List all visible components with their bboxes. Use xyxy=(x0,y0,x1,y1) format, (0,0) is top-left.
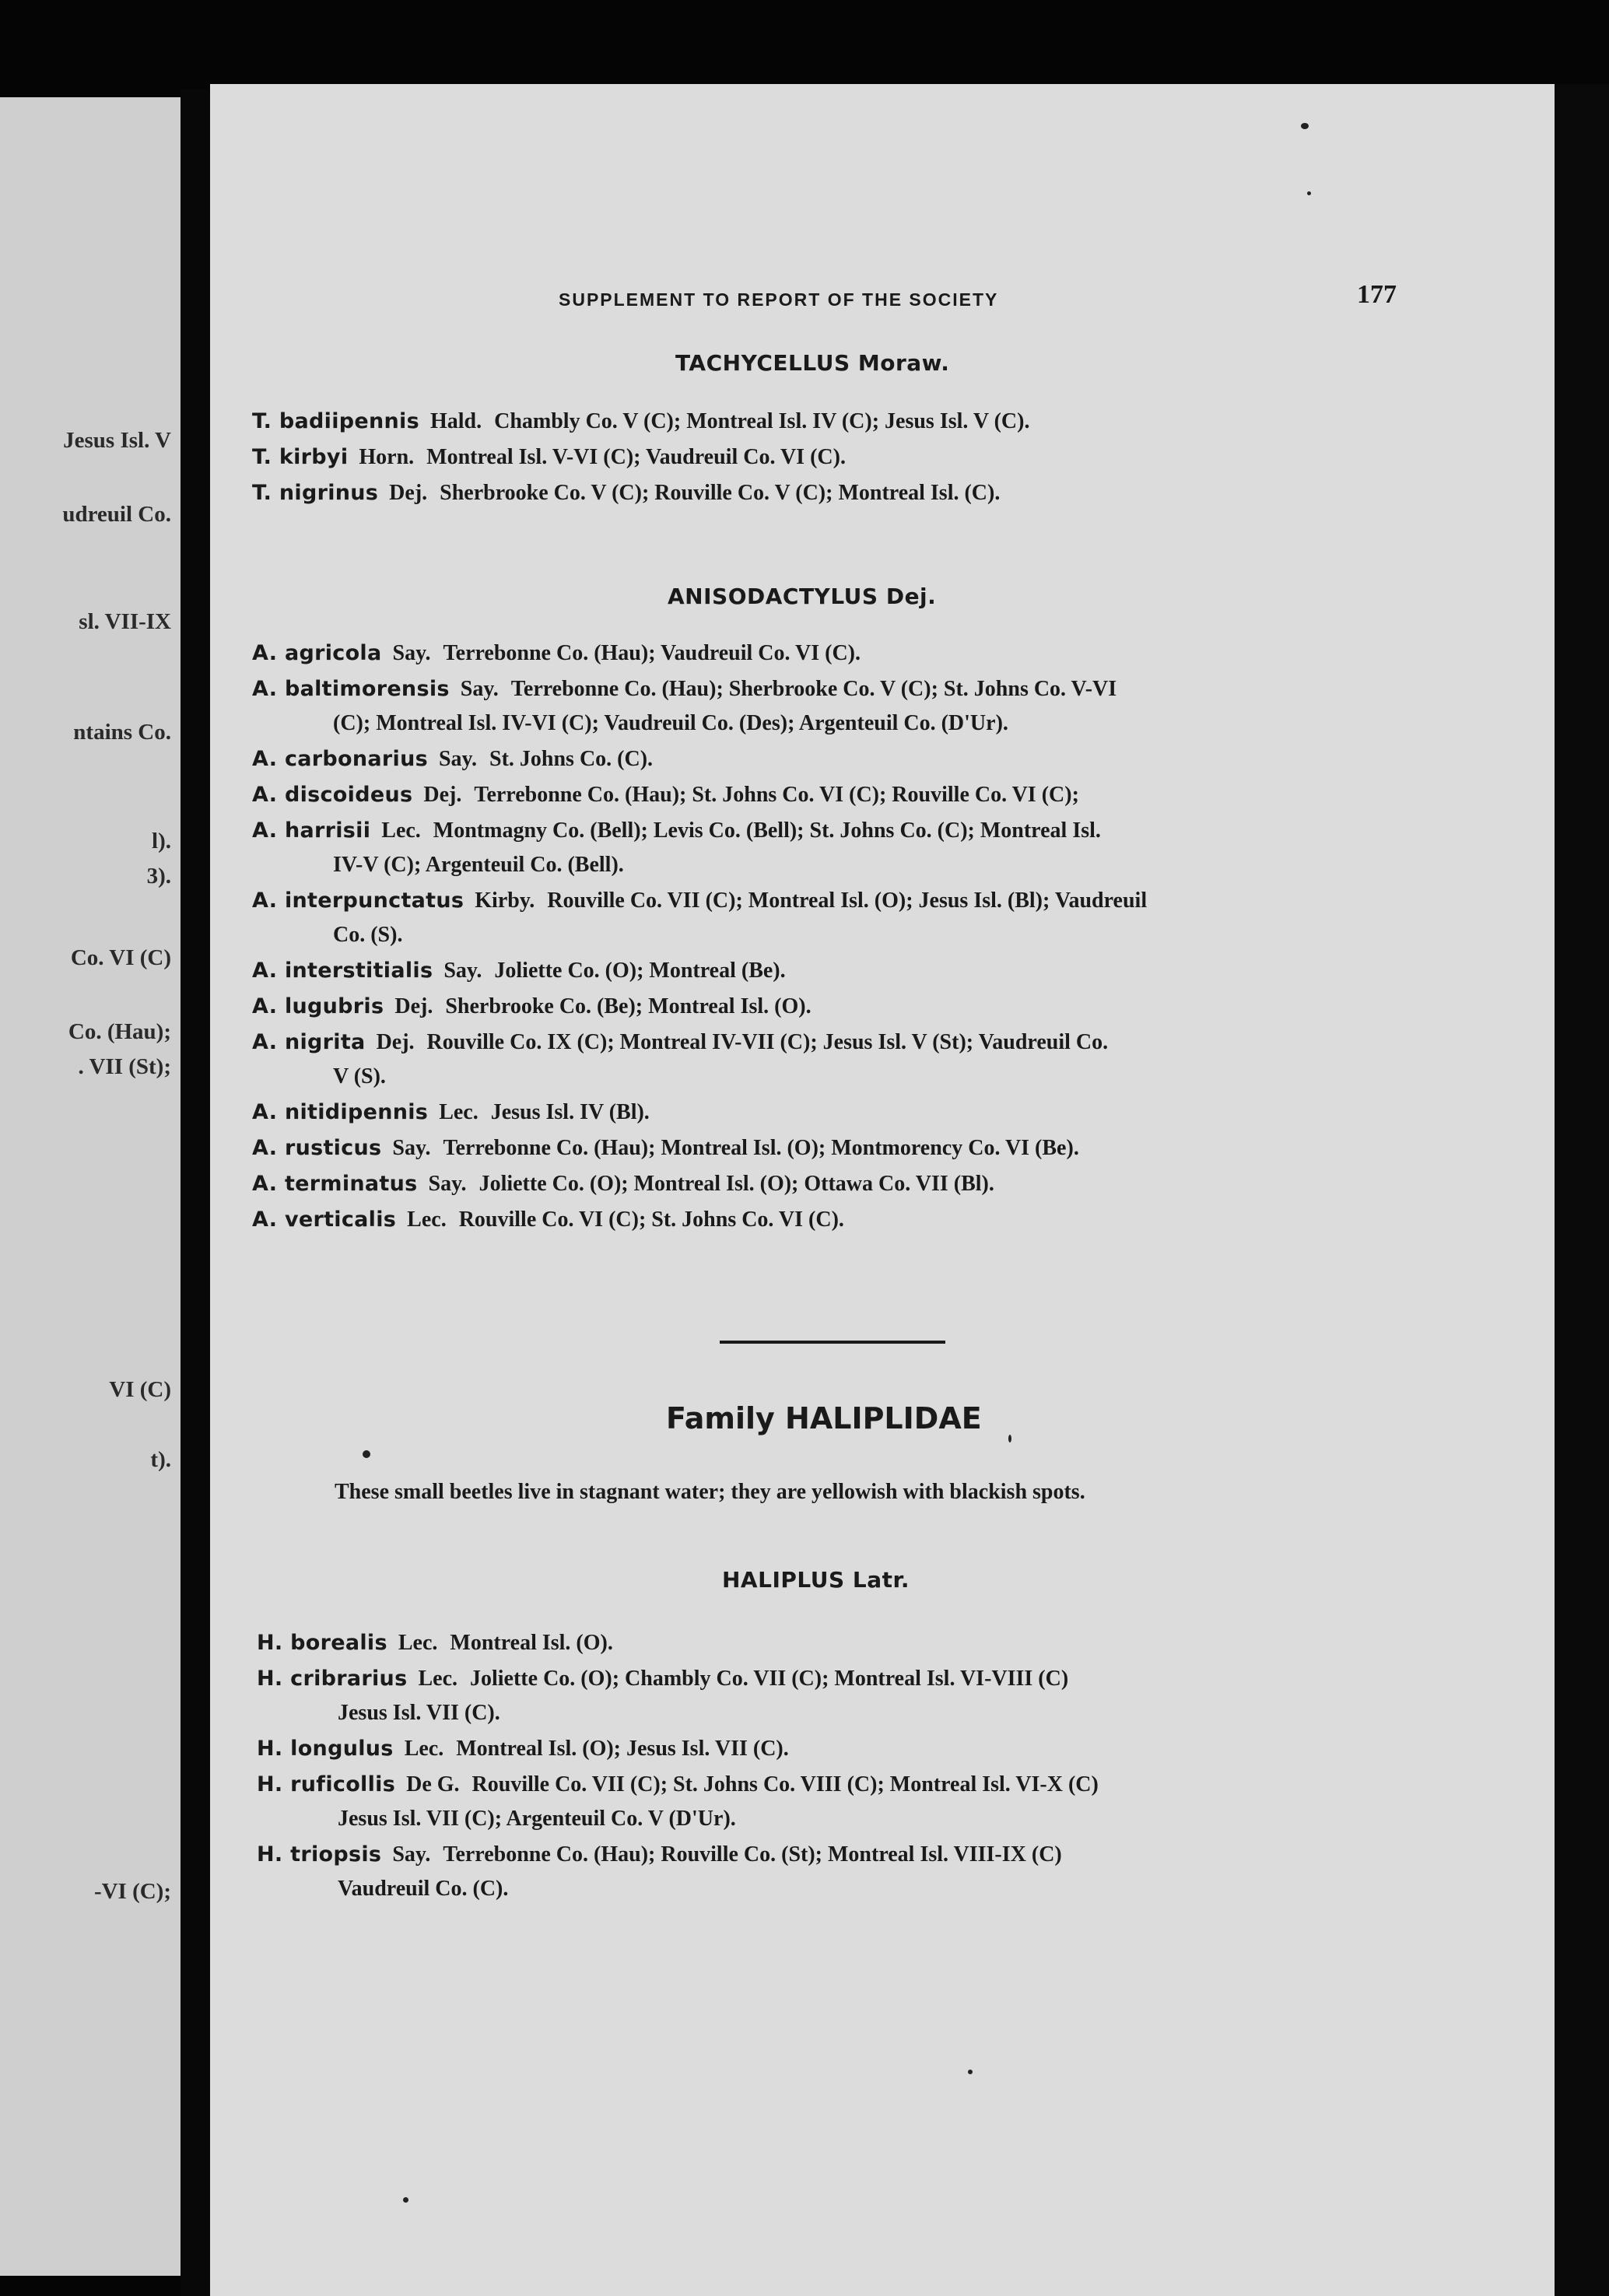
species-name: A. interpunctatus xyxy=(252,889,464,913)
left-text-fragment: -VI (C); xyxy=(93,1879,171,1904)
species-author: Lec. xyxy=(398,1631,438,1655)
species-author: Kirby. xyxy=(475,889,535,913)
species-entry xyxy=(252,405,1029,439)
locality-continued: (C); Montreal Isl. IV-VI (C); Vaudreuil Co. (Des); Argenteuil Co. (D'Ur). xyxy=(333,711,1008,735)
species-name: A. nigrita xyxy=(252,1030,366,1054)
left-text-fragment: udreuil Co. xyxy=(62,502,171,527)
page-number: 177 xyxy=(1357,280,1397,309)
page-177 xyxy=(210,84,1555,2296)
locality: Jesus Isl. IV (Bl). xyxy=(490,1100,650,1124)
left-text-fragment: Co. (Hau); xyxy=(68,1019,171,1044)
locality: Rouville Co. VII (C); Montreal Isl. (O); Jesus Isl. (Bl); Vaudreuil xyxy=(547,889,1148,913)
locality-continued: Vaudreuil Co. (C). xyxy=(338,1877,509,1901)
running-head: SUPPLEMENT TO REPORT OF THE SOCIETY xyxy=(559,289,999,310)
species-entry xyxy=(257,1662,1068,1730)
species-author: Say. xyxy=(460,677,499,701)
left-text-fragment: t). xyxy=(150,1447,171,1472)
species-name: T. badiipennis xyxy=(252,409,419,433)
locality-continued: Jesus Isl. VII (C). xyxy=(338,1701,500,1725)
locality-continued: Jesus Isl. VII (C); Argenteuil Co. V (D'Ur). xyxy=(338,1807,736,1831)
locality: Terrebonne Co. (Hau); Sherbrooke Co. V (C); St. Johns Co. V-VI xyxy=(510,677,1117,701)
locality: Terrebonne Co. (Hau); Montreal Isl. (O); Montmorency Co. VI (Be). xyxy=(443,1136,1079,1160)
left-text-fragment: sl. VII-IX xyxy=(79,609,171,634)
locality: Rouville Co. VI (C); St. Johns Co. VI (C). xyxy=(458,1208,844,1232)
species-entry xyxy=(252,1131,1079,1166)
locality: Sherbrooke Co. (Be); Montreal Isl. (O). xyxy=(445,994,812,1018)
species-author: Lec. xyxy=(381,818,421,843)
species-author: Lec. xyxy=(404,1737,444,1761)
scan-speck xyxy=(403,2197,408,2203)
species-name: A. baltimorensis xyxy=(252,677,450,701)
species-entry xyxy=(252,1167,994,1201)
species-entry xyxy=(252,476,1000,510)
species-author: Dej. xyxy=(423,783,462,807)
locality: Sherbrooke Co. V (C); Rouville Co. V (C); Montreal Isl. (C). xyxy=(440,481,1001,505)
scan-speck xyxy=(1008,1435,1011,1442)
species-name: A. agricola xyxy=(252,641,382,665)
left-text-fragment: Jesus Isl. V xyxy=(63,428,171,453)
species-name: H. borealis xyxy=(257,1631,387,1655)
species-author: Say. xyxy=(438,747,478,771)
species-author: Say. xyxy=(392,1842,431,1867)
species-name: T. nigrinus xyxy=(252,481,379,505)
species-author: Dej. xyxy=(389,481,428,505)
species-author: Lec. xyxy=(418,1667,457,1691)
species-entry xyxy=(252,636,861,671)
species-name: A. discoideus xyxy=(252,783,413,807)
locality: Joliette Co. (O); Chambly Co. VII (C); Montreal Isl. VI-VIII (C) xyxy=(470,1667,1069,1691)
locality-continued: Co. (S). xyxy=(333,923,403,947)
locality: Montreal Isl. (O); Jesus Isl. VII (C). xyxy=(456,1737,789,1761)
species-name: H. ruficollis xyxy=(257,1772,396,1796)
species-name: A. interstitialis xyxy=(252,959,433,983)
family-intro: These small beetles live in stagnant water; they are yellowish with blackish spots. xyxy=(335,1480,1085,1504)
species-author: Lec. xyxy=(407,1208,447,1232)
locality: Rouville Co. IX (C); Montreal IV-VII (C); Jesus Isl. V (St); Vaudreuil Co. xyxy=(426,1030,1109,1054)
species-author: Lec. xyxy=(439,1100,478,1124)
species-name: A. carbonarius xyxy=(252,747,428,771)
left-text-fragment: 3). xyxy=(146,864,171,889)
species-name: A. verticalis xyxy=(252,1208,397,1232)
species-author: Say. xyxy=(392,1136,431,1160)
scan-speck xyxy=(1307,191,1311,195)
species-entry xyxy=(257,1768,1099,1836)
species-name: H. cribrarius xyxy=(257,1667,408,1691)
section-divider xyxy=(720,1341,945,1344)
locality: Joliette Co. (O); Montreal (Be). xyxy=(494,959,786,983)
scan-speck xyxy=(968,2070,973,2074)
species-author: Dej. xyxy=(376,1030,415,1054)
genus-heading-tachycellus: TACHYCELLUS Moraw. xyxy=(675,350,950,376)
species-author: Dej. xyxy=(394,994,433,1018)
left-text-fragment: Co. VI (C) xyxy=(70,945,171,970)
species-name: T. kirbyi xyxy=(252,445,349,469)
locality: Chambly Co. V (C); Montreal Isl. IV (C); Jesus Isl. V (C). xyxy=(494,409,1030,433)
species-entry xyxy=(252,672,1116,741)
species-entry xyxy=(252,884,1147,952)
species-name: H. longulus xyxy=(257,1737,394,1761)
left-text-fragment: VI (C) xyxy=(109,1377,171,1402)
locality: Terrebonne Co. (Hau); Rouville Co. (St); Montreal Isl. VIII-IX (C) xyxy=(443,1842,1062,1867)
left-text-fragment: l). xyxy=(152,829,171,854)
left-text-fragment: . VII (St); xyxy=(78,1054,171,1079)
species-entry xyxy=(252,1203,844,1237)
species-author: Say. xyxy=(428,1172,467,1196)
species-entry xyxy=(252,778,1079,812)
species-name: A. harrisii xyxy=(252,818,371,843)
species-author: Say. xyxy=(443,959,482,983)
genus-heading-haliplus: HALIPLUS Latr. xyxy=(722,1567,910,1593)
locality: Montreal Isl. V-VI (C); Vaudreuil Co. VI (C). xyxy=(426,445,846,469)
species-author: Say. xyxy=(392,641,431,665)
species-entry xyxy=(252,990,812,1024)
species-entry xyxy=(252,742,653,776)
species-entry xyxy=(252,440,846,475)
species-entry xyxy=(252,814,1101,882)
species-name: A. terminatus xyxy=(252,1172,418,1196)
book-gutter xyxy=(181,89,210,2296)
family-heading: Family HALIPLIDAE xyxy=(666,1401,982,1435)
locality: Terrebonne Co. (Hau); St. Johns Co. VI (C); Rouville Co. VI (C); xyxy=(474,783,1079,807)
species-entry xyxy=(252,1095,650,1130)
species-name: A. nitidipennis xyxy=(252,1100,429,1124)
locality: Rouville Co. VII (C); St. Johns Co. VIII (C); Montreal Isl. VI-X (C) xyxy=(471,1772,1099,1796)
species-name: H. triopsis xyxy=(257,1842,382,1867)
locality: Terrebonne Co. (Hau); Vaudreuil Co. VI (C). xyxy=(443,641,861,665)
locality-continued: IV-V (C); Argenteuil Co. (Bell). xyxy=(333,853,624,877)
species-entry xyxy=(257,1626,613,1660)
left-text-fragment: ntains Co. xyxy=(73,720,171,745)
species-entry xyxy=(252,1025,1108,1094)
locality: St. Johns Co. (C). xyxy=(489,747,654,771)
locality: Montmagny Co. (Bell); Levis Co. (Bell); St. Johns Co. (C); Montreal Isl. xyxy=(433,818,1101,843)
species-author: Horn. xyxy=(359,445,415,469)
species-entry xyxy=(257,1838,1062,1906)
scan-speck xyxy=(363,1450,370,1458)
species-author: De G. xyxy=(406,1772,460,1796)
locality-continued: V (S). xyxy=(333,1064,386,1088)
species-name: A. lugubris xyxy=(252,994,384,1018)
scan-speck xyxy=(1301,123,1309,129)
species-entry xyxy=(257,1732,789,1766)
species-name: A. rusticus xyxy=(252,1136,382,1160)
locality: Montreal Isl. (O). xyxy=(450,1631,613,1655)
locality: Joliette Co. (O); Montreal Isl. (O); Ottawa Co. VII (Bl). xyxy=(478,1172,994,1196)
genus-heading-anisodactylus: ANISODACTYLUS Dej. xyxy=(668,584,937,609)
species-author: Hald. xyxy=(429,409,482,433)
scan-border xyxy=(1555,84,1609,2296)
species-entry xyxy=(252,954,786,988)
previous-page-fragment xyxy=(0,97,181,2276)
